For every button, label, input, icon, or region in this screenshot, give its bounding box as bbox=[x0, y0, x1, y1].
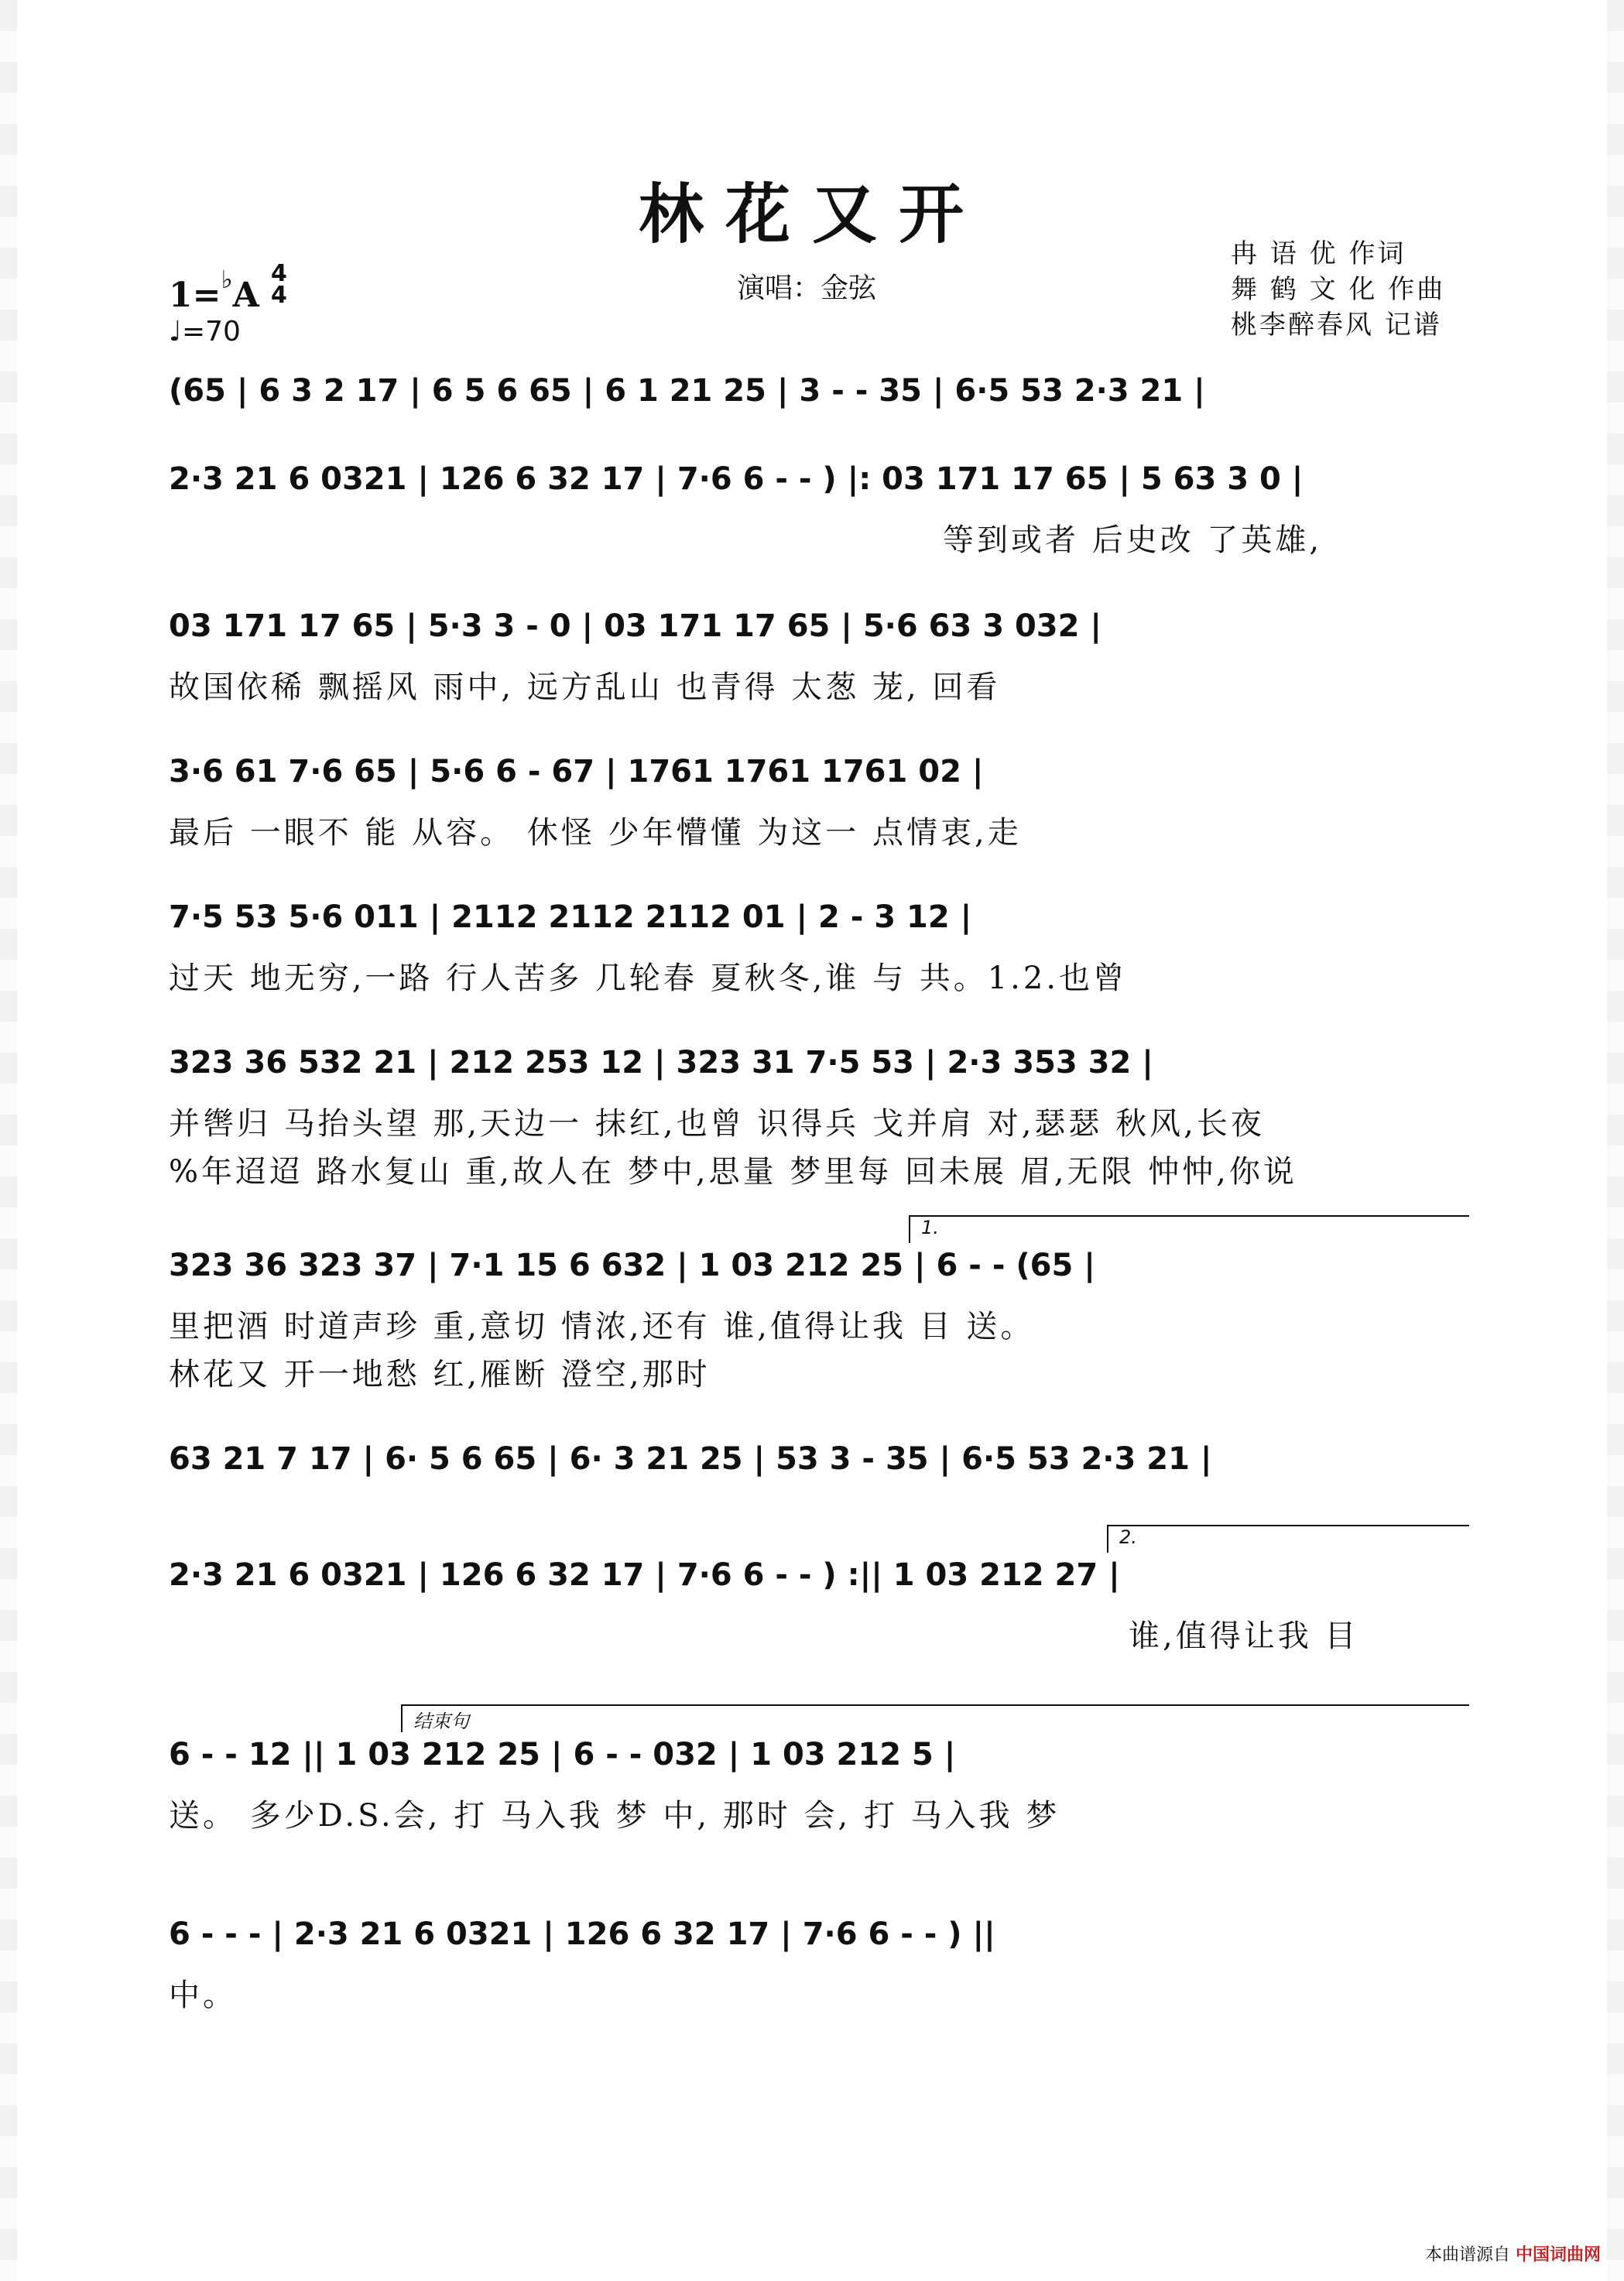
lyric-line-1: 中。 bbox=[169, 1978, 237, 2013]
lyric-line-1: 最后 一眼不 能 从容。 休怪 少年懵懂 为这一 点情衷,走 bbox=[169, 815, 1022, 851]
lyric-line-1: 里把酒 时道声珍 重,意切 情浓,还有 谁,值得让我 目 送。 bbox=[169, 1309, 1035, 1344]
lyric-line-1: 等到或者 后史改 了英雄, bbox=[943, 522, 1323, 558]
ending-phrase-bracket: 结束句 bbox=[401, 1704, 1469, 1732]
notation-line: 63 21 7 17 | 6· 5 6 65 | 6· 3 21 25 | 53 3 - 35 | 6·5 53 2·3 21 | bbox=[169, 1441, 1212, 1477]
time-denominator: 4 bbox=[271, 282, 287, 309]
lyric-line-1: 过天 地无穷,一路 行人苦多 几轮春 夏秋冬,谁 与 共。1.2.也曾 bbox=[169, 961, 1128, 996]
tempo-marking: ♩=70 bbox=[169, 316, 241, 348]
footer-site-link[interactable]: 中国词曲网 bbox=[1515, 2245, 1601, 2265]
notation-line: 7·5 53 5·6 011 | 2112 2112 2112 01 | 2 - 3 12 | bbox=[169, 899, 972, 935]
key-note: A bbox=[232, 276, 259, 315]
footer-prefix: 本曲谱源自 bbox=[1424, 2245, 1510, 2265]
lyric-line-1: 谁,值得让我 目 bbox=[1129, 1618, 1359, 1654]
notation-line: (65 | 6 3 2 17 | 6 5 6 65 | 6 1 21 25 | 3 - - 35 | 6·5 53 2·3 21 | bbox=[169, 373, 1205, 409]
notation-line: 3·6 61 7·6 65 | 5·6 6 - 67 | 1761 1761 1761 02 | bbox=[169, 754, 984, 789]
lyric-line-1: 并辔归 马抬头望 那,天边一 抹红,也曾 识得兵 戈并肩 对,瑟瑟 秋风,长夜 bbox=[169, 1106, 1265, 1142]
notation-line: 2·3 21 6 0321 | 126 6 32 17 | 7·6 6 - - ) :|| 1 03 212 27 | bbox=[169, 1557, 1120, 1593]
lyricist-credit: 冉 语 优 作词 bbox=[1231, 238, 1406, 269]
singer-credit: 演唱：金弦 bbox=[737, 272, 877, 304]
left-edge-strip bbox=[0, 0, 17, 2281]
song-title: 林花又开 bbox=[638, 176, 985, 252]
flat-sign: ♭ bbox=[221, 265, 233, 294]
lyric-line-1: 送。 多少D.S.会, 打 马入我 梦 中, 那时 会, 打 马入我 梦 bbox=[169, 1798, 1060, 1834]
notation-line: 6 - - 12 || 1 03 212 25 | 6 - - 032 | 1 03 212 5 | bbox=[169, 1737, 956, 1772]
notation-line: 2·3 21 6 0321 | 126 6 32 17 | 7·6 6 - - ) |: 03 171 17 65 | 5 63 3 0 | bbox=[169, 461, 1304, 497]
key-signature bbox=[169, 265, 259, 315]
notation-line: 323 36 532 21 | 212 253 12 | 323 31 7·5 53 | 2·3 353 32 | bbox=[169, 1045, 1153, 1081]
notation-line: 6 - - - | 2·3 21 6 0321 | 126 6 32 17 | 7·6 6 - - ) || bbox=[169, 1916, 995, 1952]
right-edge-strip bbox=[1607, 0, 1624, 2281]
lyric-line-2: 林花又 开一地愁 红,雁断 澄空,那时 bbox=[169, 1357, 711, 1392]
composer-credit: 舞 鹤 文 化 作曲 bbox=[1231, 274, 1446, 305]
source-footer bbox=[1425, 2242, 1601, 2266]
notation-line: 323 36 323 37 | 7·1 15 6 632 | 1 03 212 25 | 6 - - (65 | bbox=[169, 1248, 1095, 1283]
lyric-line-2: %年迢迢 路水复山 重,故人在 梦中,思量 梦里每 回未展 眉,无限 忡忡,你说 bbox=[169, 1154, 1297, 1190]
time-signature bbox=[271, 260, 287, 309]
key-prefix: 1= bbox=[169, 276, 221, 315]
notation-line: 03 171 17 65 | 5·3 3 - 0 | 03 171 17 65 | 5·6 63 3 032 | bbox=[169, 608, 1102, 644]
lyric-line-1: 故国依稀 飘摇风 雨中, 远方乱山 也青得 太葱 茏, 回看 bbox=[169, 670, 1001, 705]
transcriber-credit: 桃李醉春风 记谱 bbox=[1231, 310, 1442, 341]
first-ending-bracket: 1. bbox=[909, 1215, 1469, 1243]
second-ending-bracket: 2. bbox=[1107, 1525, 1469, 1553]
time-numerator: 4 bbox=[271, 260, 287, 287]
